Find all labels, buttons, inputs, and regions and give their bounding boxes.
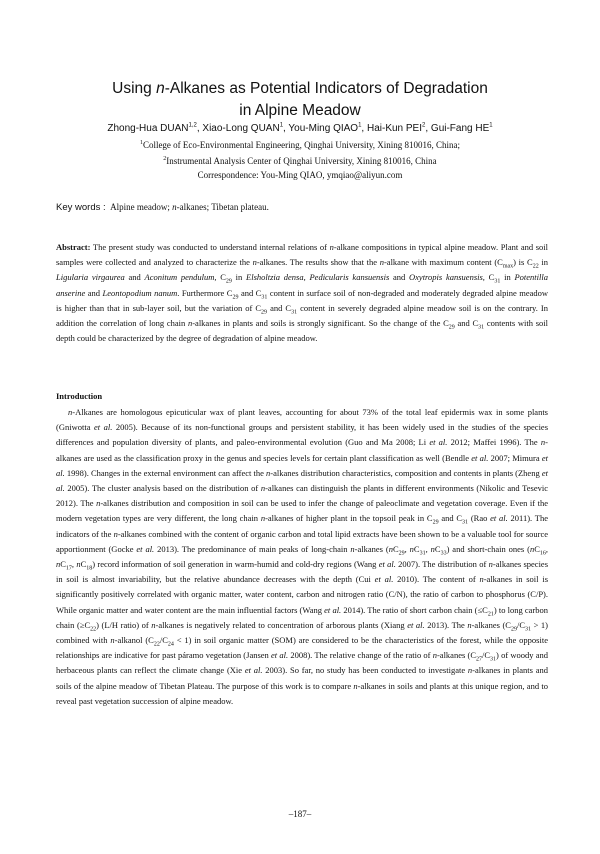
- keywords: [56, 201, 269, 214]
- abstract: Abstract: The present study was conducted to understand internal relations of n-alkane compositions in typical alpine meadow. Plant and soil samples were collected and analyzed to characterize the n-alkanes. The results show that the n-alkane with maximum content $(C_{max})$ is $C_{22}$ in Ligularia virgaurea and Aconitum pendulum, $C_{29}$ in Elsholtzia densa, Pedicularis kansuensis and Oxytropis kansuensis, $C_{31}$ in Potentilla anserine and Leontopodium nanum. Furthermore $C_{29}$ and $C_{31}$ content in surface soil of non-degraded and moderately degraded alpine meadow is higher than that in sub-layer soil, but the variation of $C_{29}$ and $C_{31}$ content in severely degraded alpine meadow soil is on the contrary. In addition the correlation of long chain n-alkanes in plants and soils is strongly significant. So the change of the $C_{29}$ and $C_{31}$ contents with soil depth could be characterized by the degree of degradation of alpine meadow.: [56, 242, 549, 344]
- introduction-heading: Introduction: [56, 391, 103, 401]
- title-line-1: Using n-Alkanes as Potential Indicators of Degradation: [112, 80, 488, 97]
- keywords-text: Alpine meadow; n-alkanes; Tibetan plateau.: [107, 202, 269, 212]
- affiliation-1: $^1$College of Eco-Environmental Engineering, Qinghai University, Xining 810016, China;: [139, 140, 461, 150]
- abstract-label: Abstract:: [56, 242, 91, 252]
- page-number: –187–: [288, 809, 312, 819]
- keywords-label: Key words :: [56, 202, 106, 213]
- introduction-body: n-Alkanes are homologous epicuticular wax of plant leaves, accounting for about 73% of the total leaf epidermis wax in some plants (Gniwotta et al. 2005). Because of its non-functional groups and persistent stability, it has been widely used in the studies of the species differences and population diversity of plants, and paleo-environmental evolution (Guo and Ma 2008; Li et al. 2012; Maffei 1996). The n-alkanes are used as the classification proxy in the genus and species levels for certain plant classification as well (Bendle et al. 2007; Mimura et al. 1998). Changes in the external environment can affect the n-alkanes distribution characteristics, composition and contents in plants (Zheng et al. 2005). The cluster analysis based on the distribution of n-alkanes can distinguish the plants in different environments (Nikolic and Tesevic 2012). The n-alkanes distribution and composition in soil can be used to infer the change of paleoclimate and vegetation coverage. Even if the modern vegetation types are very different, the long chain n-alkanes of higher plant in the topsoil peak in $C_{29}$ and $C_{31}$ (Rao et al. 2011). The indicators of the n-alkanes combined with the content of organic carbon and total lipid extracts have been shown to be a valuable tool for source apportionment (Gocke et al. 2013). The predominance of main peaks of long-chain n-alkanes ($nC_{29}$, $nC_{31}$, $nC_{33}$) and short-chain ones ($nC_{16}$, $nC_{17}$, $nC_{18}$) record information of soil generation in warm-humid and cold-dry regions (Wang et al. 2007). The distribution of n-alkanes species in soil is almost invariability, but the relative abundance decreases with the depth (Cui et al. 2010). The content of n-alkanes in soil is significantly positively correlated with organic matter, water content, carbon and nitrogen ratio (C/N), the ratio of carbon to phosphorus (C/P). While organic matter and water content are the main influential factors (Wang et al. 2014). The ratio of short carbon chain $(\le C_{21})$ to long carbon chain $(\ge C_{22})$ (L/H ratio) of n-alkanes is negatively related to concentration of arborous plants (Xiang et al. 2013). The n-alkanes $(C_{29}/C_{31} > 1)$ combined with n-alkanol $(C_{22}/C_{24} < 1)$ in soil organic matter (SOM) are considered to be the characteristics of the forest, while the opposite relationships are indicative for past páramo vegetation (Jansen et al. 2008). The relative change of the ratio of n-alkanes $(C_{27}/C_{31})$ of woody and herbaceous plants can reflect the climate change (Xie et al. 2003). So far, no study has been conducted to investigate n-alkanes in plants and soils of the alpine meadow of Tibetan Plateau. The purpose of this work is to compare n-alkanes in soils and plants at this unique region, and to reveal past vegetation succession of alpine meadow.: [56, 407, 549, 706]
- affiliation-2: $^2$Instrumental Analysis Center of Qinghai University, Xining 810016, China: [163, 156, 437, 166]
- paper-title: [40, 78, 560, 122]
- author-list: Zhong-Hua DUAN$^{1,2}$, Xiao-Long QUAN$^1$, You-Ming QIAO$^1$, Hai-Kun PEI$^2$, Gui-Fang $HE^1$: [107, 122, 493, 134]
- correspondence: Correspondence: You-Ming QIAO, ymqiao@aliyun.com: [197, 170, 403, 180]
- title-line-2: in Alpine Meadow: [239, 102, 361, 119]
